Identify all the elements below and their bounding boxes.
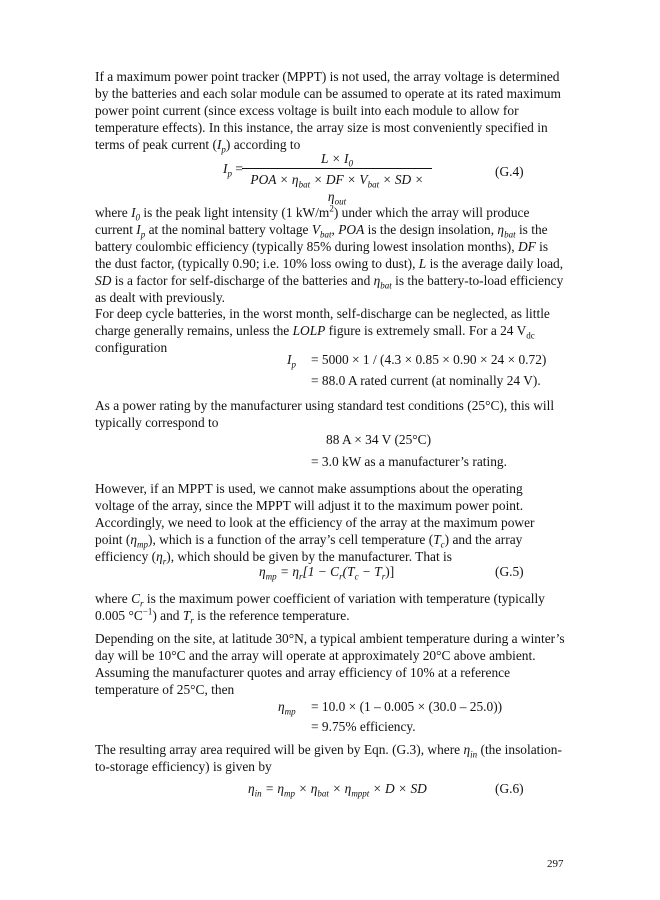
paragraph-power-rating: As a power rating by the manufacturer using standard test conditions (25°C), this will typically correspond to (95, 398, 555, 430)
paragraph-deep-cycle: For deep cycle batteries, in the worst month, self-discharge can be neglected, as little charge generally remains, unless the LOLP figure is extremely small. For a 24 $V_{dc}$ configuration (95, 306, 550, 355)
equation-g5-label: (G.5) (495, 564, 524, 579)
calc3-line2: = 9.75% efficiency. (311, 719, 416, 734)
calc2-line1: 88 A × 34 V (25°C) (326, 432, 432, 447)
calc3-line1: = 10.0 × (1 – 0.005 × (30.0 – 25.0)) (311, 699, 503, 714)
paragraph-site-example: Depending on the site, at latitude 30°N, a typical ambient temperature during a winter’s day will be 10°C and the array will operate at approximately 20°C above ambient. Assuming the manufacturer quotes and array efficiency of 10% at a reference temperature of 25°C, then (95, 631, 565, 697)
calc1-line1: = 5000 × 1 / (4.3 × 0.85 × 0.90 × 24 × 0.72) (311, 352, 547, 367)
equation-g4-lhs: $I_p$ = (223, 161, 243, 179)
calc2-line2: = 3.0 kW as a manufacturer’s rating. (311, 454, 507, 469)
paragraph-mppt-efficiency: However, if an MPPT is used, we cannot make assumptions about the operating voltage of the array, since the MPPT will adjust it to the maximum power point. Accordingly, we need to look at the efficiency of the array at the maximum power point $(\eta_{mp})$, which is a function of the array’s cell temperature $(T_c)$ and the array efficiency $(\eta_r)$, which should be given by the manufacturer. That is (95, 481, 535, 567)
paragraph-mppt-intro: If a maximum power point tracker (MPPT) is not used, the array voltage is determined by the batteries and each solar module can be assumed to operate at its rated maximum power point current (since excess voltage is built into each module to allow for temperature effects). In this instance, the array size is most conveniently specified in terms of peak current $(I_p)$ according to (95, 69, 561, 155)
equation-g4-fraction: $L \times I_0$ POA × $\eta_{bat}$ × DF × $V_{bat}$ × SD × $\eta_{out}$ (242, 150, 432, 205)
equation-g5: $\eta_{mp} = \eta_r[1 - C_r(T_c - T_r)]$ (259, 564, 395, 582)
paragraph-array-area: The resulting array area required will be given by Eqn. (G.3), where $\eta_{in}$ (the insolation-to-storage efficiency) is given by (95, 742, 562, 774)
paragraph-coefficient: where $C_r$ is the maximum power coefficient of variation with temperature (typically 0.005 $^\circ C^{-1}$) and $T_r$ is the reference temperature. (95, 591, 545, 626)
calc1-line2: = 88.0 A rated current (at nominally 24 V). (311, 373, 541, 388)
equation-g6: $\eta_{in} = \eta_{mp} \times \eta_{bat} \times \eta_{mppt} \times D$ × SD (248, 781, 427, 799)
equation-g4-label: (G.4) (495, 164, 524, 179)
calc1-lhs: $I_p$ (287, 352, 296, 370)
paragraph-variable-definitions: where $I_0$ is the peak light intensity (1 $kW/m^2$) under which the array will produce current $I_p$ at the nominal battery voltage $V_{bat}$, POA is the design insolation, $\eta_{bat}$ is the battery coulombic efficiency (typically 85% during lowest insolation months), DF is the dust factor, (typically 0.90; i.e. 10% loss owing to dust), L is the average daily load, SD is a factor for self-discharge of the batteries and $\eta_{bat}$ is the battery-to-load efficiency as dealt with previously. (95, 203, 564, 305)
calc3-lhs: $\eta_{mp}$ (278, 699, 296, 717)
equation-g6-label: (G.6) (495, 781, 524, 796)
page-number: 297 (547, 858, 564, 870)
